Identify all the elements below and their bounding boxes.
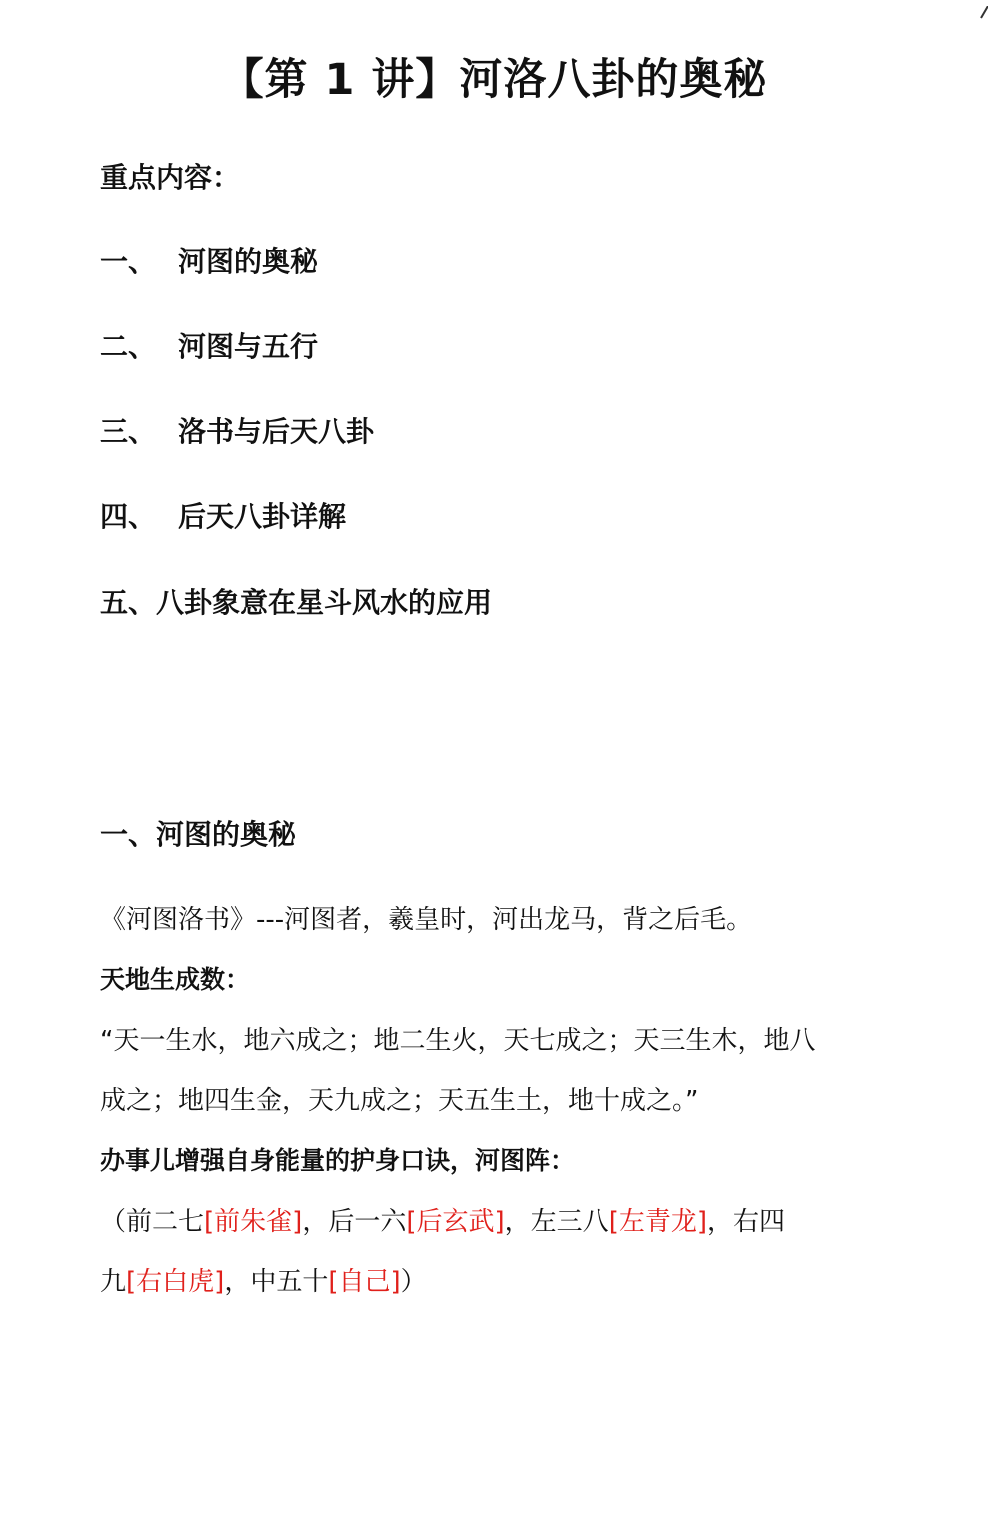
mantra-deity: [左青龙] [608, 1207, 707, 1237]
outline-item-text: 洛书与后天八卦 [178, 415, 375, 448]
mantra-label: 办事儿增强自身能量的护身口诀，河图阵： [100, 1146, 576, 1175]
outline-heading: 重点内容： [100, 161, 241, 194]
outline-item-number: 一、 [100, 245, 157, 278]
outline-item [100, 412, 374, 452]
outline-item-number: 三、 [100, 415, 157, 448]
outline-item [100, 327, 318, 367]
mantra-text: ） [400, 1267, 427, 1297]
outline-item-number: 二、 [100, 330, 157, 363]
quote-line: 《河图洛书》---河图者，羲皇时，河出龙马，背之后毛。 [100, 905, 753, 935]
mantra-text: 中五十 [250, 1267, 329, 1297]
outline-item-text: 河图与五行 [178, 330, 319, 363]
outline-item-number: 五、 [100, 586, 157, 619]
mantra-text: 九 [100, 1267, 127, 1297]
numbers-label: 天地生成数： [100, 965, 251, 994]
page-title: 【第 1 讲】河洛八卦的奥秘 [220, 55, 768, 105]
mantra-line [100, 1202, 900, 1242]
corner-mark-icon [978, 6, 988, 20]
mantra-deity: [后玄武] [406, 1207, 505, 1237]
outline-item-text: 八卦象意在星斗风水的应用 [156, 586, 493, 619]
mantra-text: 后一六 [328, 1207, 407, 1237]
mantra-text: 左三八 [530, 1207, 609, 1237]
mantra-line [100, 1262, 900, 1302]
section-heading: 一、河图的奥秘 [100, 818, 297, 851]
mantra-text: （ [100, 1207, 127, 1237]
outline-item-text: 后天八卦详解 [178, 500, 347, 533]
outline-item-text: 河图的奥秘 [178, 245, 319, 278]
mantra-text: ， [224, 1267, 251, 1297]
numbers-line: 成之；地四生金，天九成之；天五生土，地十成之。” [100, 1086, 699, 1116]
mantra-text: 右四 [733, 1207, 786, 1237]
mantra-text: ， [504, 1207, 531, 1237]
mantra-deity: [前朱雀] [204, 1207, 303, 1237]
numbers-line: “天一生水，地六成之；地二生火，天七成之；天三生木，地八 [100, 1026, 816, 1056]
mantra-text: ， [302, 1207, 329, 1237]
outline-item [100, 583, 492, 623]
outline-item-number: 四、 [100, 500, 157, 533]
mantra-deity: [自己] [328, 1267, 401, 1297]
outline-item [100, 242, 318, 282]
mantra-deity: [右白虎] [126, 1267, 225, 1297]
mantra-text: ， [706, 1207, 733, 1237]
mantra-text: 前二七 [126, 1207, 205, 1237]
outline-item [100, 497, 346, 537]
